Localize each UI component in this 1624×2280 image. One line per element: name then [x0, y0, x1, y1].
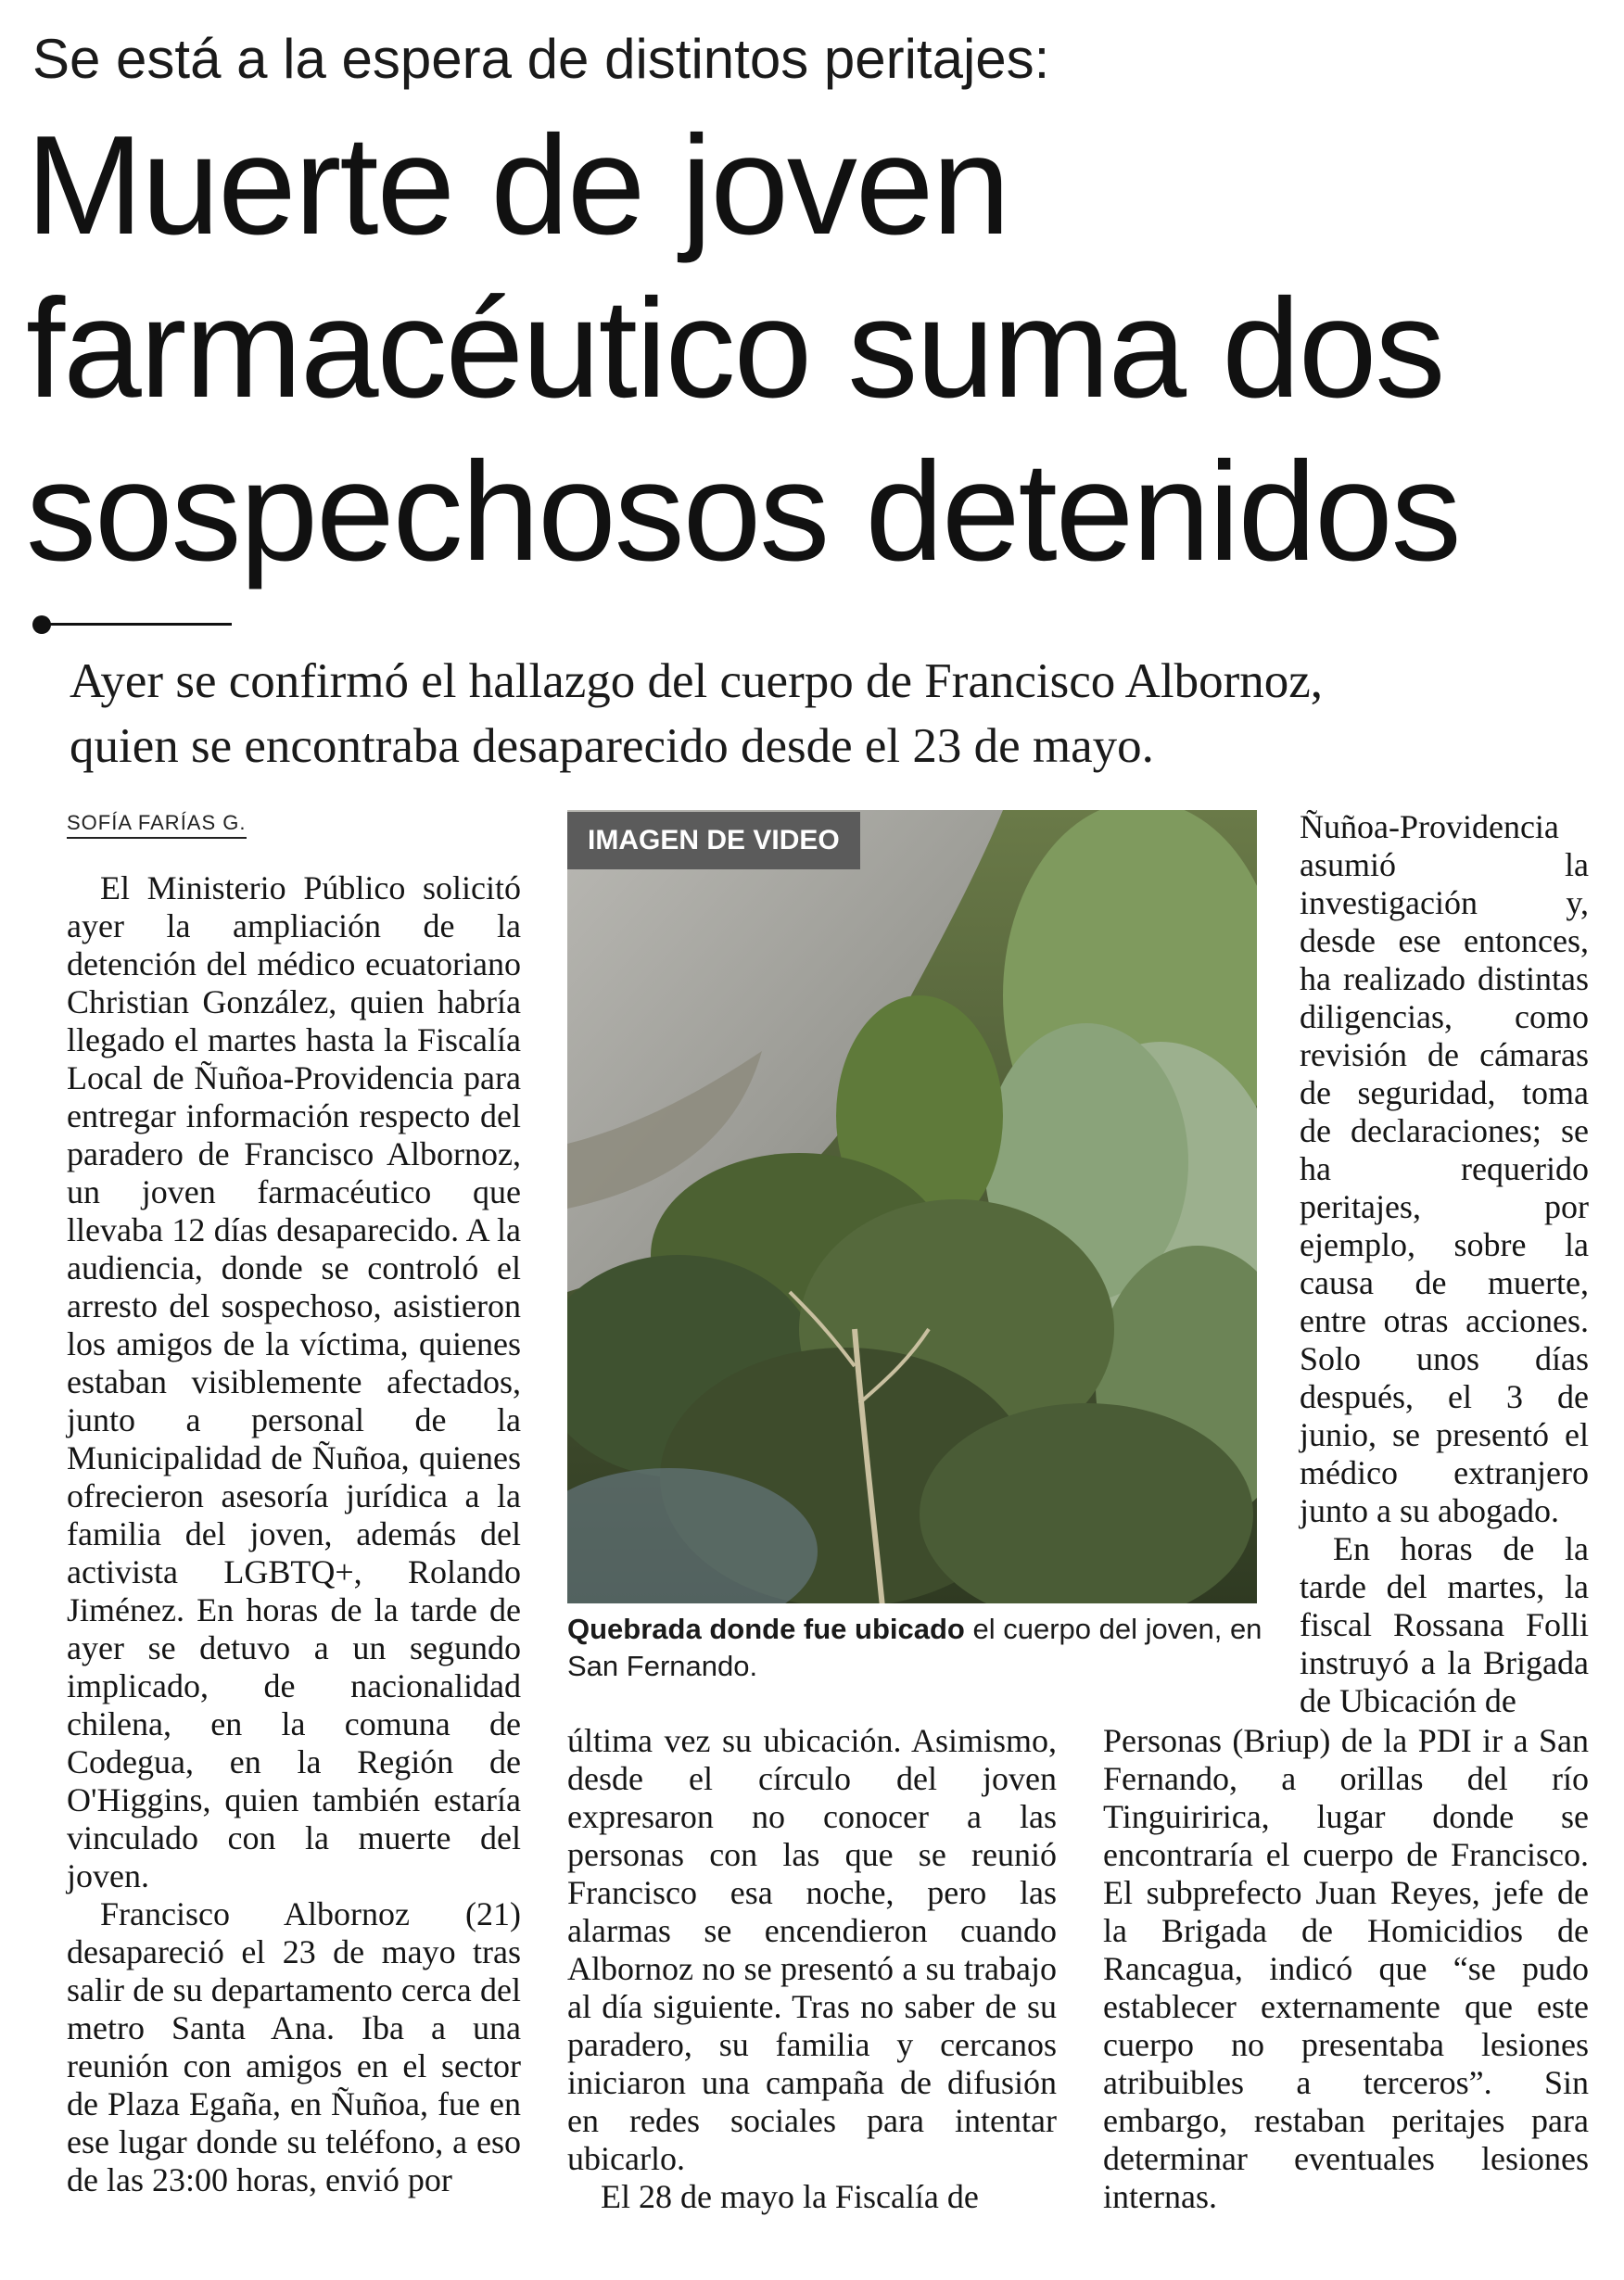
headline-line: sospechosos detenidos — [26, 433, 1460, 590]
byline: SOFÍA FARÍAS G. — [67, 811, 247, 839]
caption-lead: Quebrada donde fue ubicado — [567, 1613, 965, 1645]
photo — [567, 810, 1257, 1603]
deck-line: quien se encontraba desaparecido desde el 23 de mayo. — [70, 719, 1154, 773]
headline — [26, 104, 1602, 593]
photo-caption — [567, 1611, 1262, 1685]
paragraph: El 28 de mayo la Fiscalía de — [601, 2178, 979, 2215]
deck — [70, 649, 1599, 779]
paragraph: En horas de la tarde del martes, la fiscal Rossana Folli instruyó a la Brigada de Ubicación de — [1300, 1530, 1589, 1719]
column-2 — [567, 1722, 1057, 2216]
headline-line: farmacéutico suma dos — [26, 270, 1444, 427]
column-1 — [67, 869, 521, 2199]
column-3-top — [1300, 808, 1589, 1720]
headline-line: Muerte de joven — [26, 107, 1009, 264]
column-3-bottom — [1103, 1722, 1589, 2216]
deck-line: Ayer se confirmó el hallazgo del cuerpo de Francisco Albornoz, — [70, 654, 1324, 708]
kicker: Se está a la espera de distintos peritajes: — [32, 28, 1050, 90]
photo-credit-badge: IMAGEN DE VIDEO — [567, 812, 860, 869]
rule-line — [42, 623, 232, 626]
paragraph: Personas (Briup) de la PDI ir a San Fernando, a orillas del río Tinguiririca, lugar donde se encontraría el cuerpo de Francisco. El subprefecto Juan Reyes, jefe de la Brigada de Homicidios de Rancagua, indicó que “se pudo establecer externamente que este cuerpo no presentaba lesiones atribuibles a terceros”. Sin embargo, restaban peritajes para determinar eventuales lesiones internas. — [1103, 1722, 1589, 2215]
caption-text: el cuerpo del joven, en San Fernando. — [567, 1613, 1262, 1682]
ravine-photo-illustration — [567, 810, 1257, 1603]
paragraph: Ñuñoa-Providencia asumió la investigación y, desde ese entonces, ha realizado distintas diligencias, como revisión de cámaras de seguridad, toma de declaraciones; se ha requerido peritajes, por ejemplo, sobre la causa de muerte, entre otras acciones. Solo unos días después, el 3 de junio, se presentó el médico extranjero junto a su abogado. — [1300, 808, 1589, 1529]
paragraph: El Ministerio Público solicitó ayer la ampliación de la detención del médico ecuatoriano Christian González, quien habría llegado el martes hasta la Fiscalía Local de Ñuñoa-Providencia para entregar información respecto del paradero de Francisco Albornoz, un joven farmacéutico que llevaba 12 días desaparecido. A la audiencia, donde se controló el arresto del sospechoso, asistieron los amigos de la víctima, quienes estaban visiblemente afectados, junto a personal de la Municipalidad de Ñuñoa, quienes ofrecieron asesoría jurídica a la familia del joven, además del activista LGBTQ+, Rolando Jiménez. En horas de la tarde de ayer se detuvo a un segundo implicado, de nacionalidad chilena, en la comuna de Codegua, en la Región de O'Higgins, quien también estaría vinculado con la muerte del joven. — [67, 869, 521, 1894]
paragraph: Francisco Albornoz (21) desapareció el 23 de mayo tras salir de su departamento cerca del metro Santa Ana. Iba a una reunión con amigos en el sector de Plaza Egaña, en Ñuñoa, fue en ese lugar donde su teléfono, a eso de las 23:00 horas, envió por — [67, 1895, 521, 2198]
paragraph: última vez su ubicación. Asimismo, desde el círculo del joven expresaron no conocer a las personas con las que se reunió Francisco esa noche, pero las alarmas se encendieron cuando Albornoz no se presentó a su trabajo al día siguiente. Tras no saber de su paradero, su familia y cercanos iniciaron una campaña de difusión en redes sociales para intentar ubicarlo. — [567, 1722, 1057, 2177]
